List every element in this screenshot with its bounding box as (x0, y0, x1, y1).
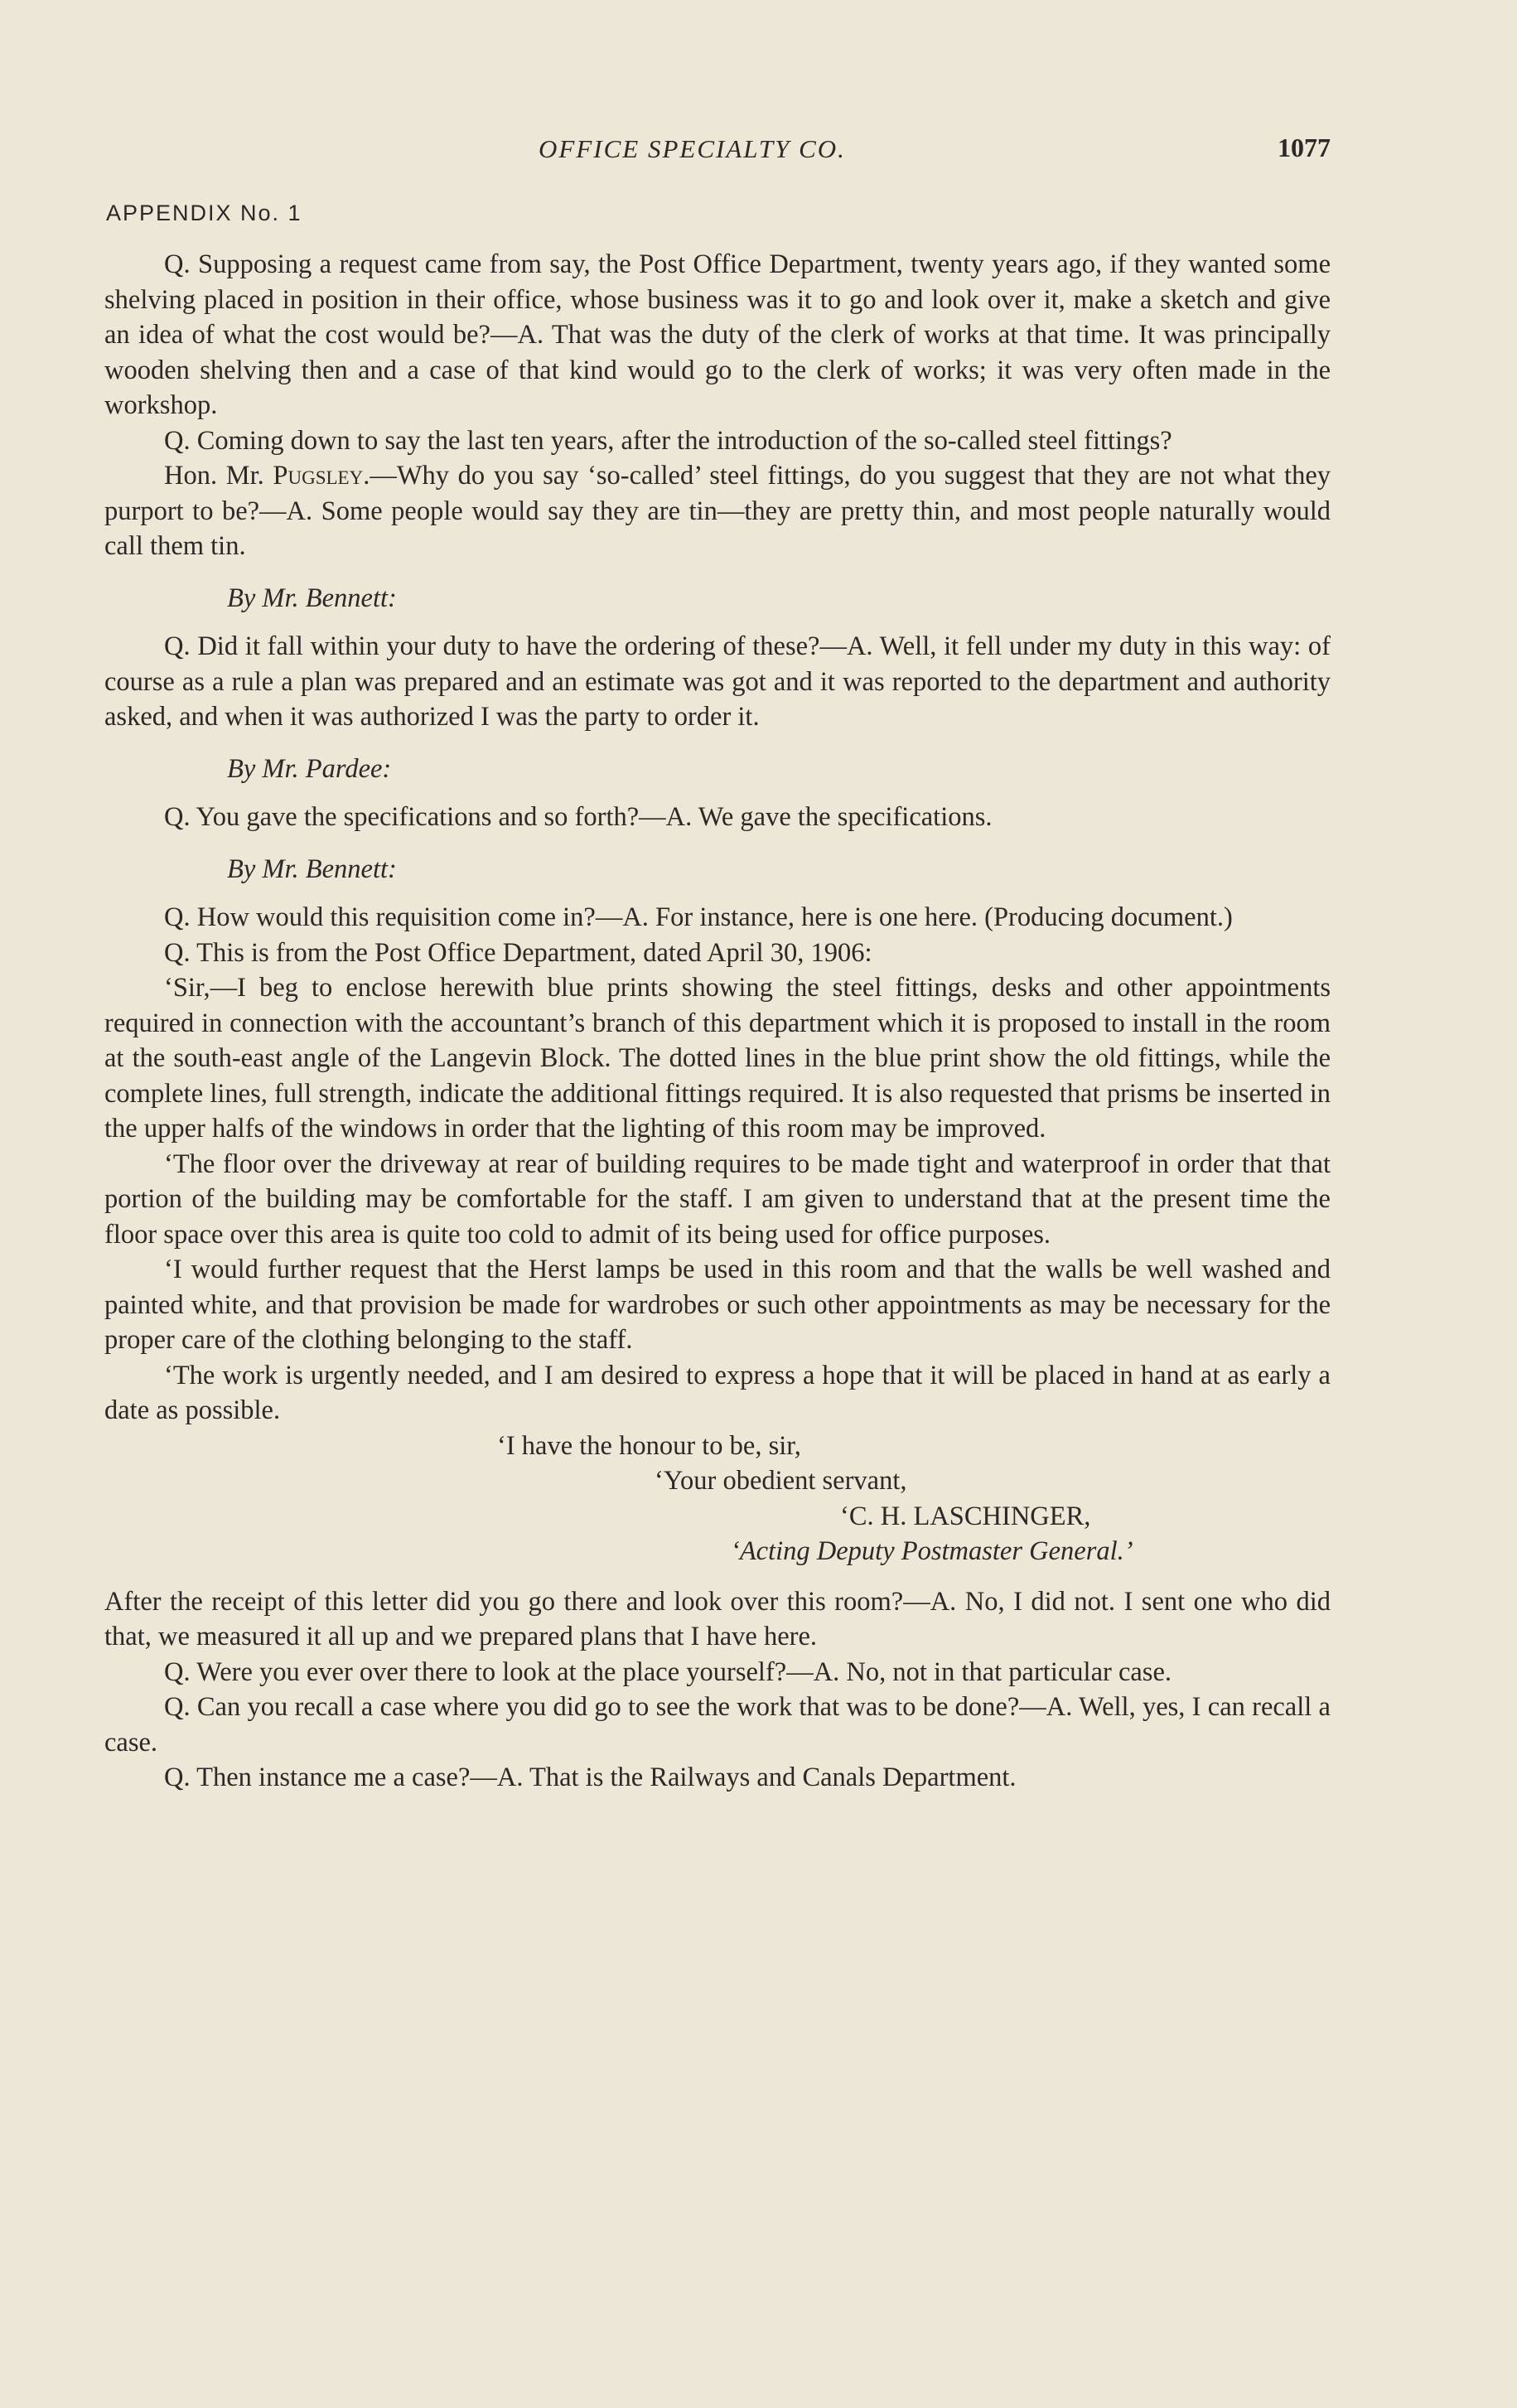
paragraph: Q. Coming down to say the last ten years, after the introduction of the so-called steel fittings? (164, 425, 1172, 456)
signoff-servant: ‘Your obedient servant, (655, 1466, 907, 1496)
page-header (104, 134, 1331, 171)
speaker-prefix: Hon. Mr. (164, 461, 273, 491)
letter-paragraph: ‘Sir,—I beg to enclose herewith blue prints showing the steel fittings, desks and other appointments required in connection with the accountant’s branch of this department which it is proposed to install in the room at the south-east angle of the Langevin Block. The dotted lines in the blue print show the old fittings, while the complete lines, full strength, indicate the additional fittings required. It is also requested that prisms be inserted in the upper halfs of the windows in order that the lighting of this room may be improved. (104, 973, 1331, 1144)
page-number: 1077 (1278, 133, 1331, 162)
speaker-name: Pugsley (273, 461, 364, 491)
document-body (104, 247, 1331, 1796)
paragraph: Q. How would this requisition come in?—A. For instance, here is one here. (Producing document.) (164, 902, 1233, 932)
letter-paragraph: ‘I would further request that the Herst lamps be used in this room and that the walls be well washed and painted white, and that provision be made for wardrobes or such other appointments as may be necessary for the proper care of the clothing belonging to the staff. (104, 1255, 1331, 1355)
examiner-heading: By Mr. Bennett: (227, 853, 397, 884)
appendix-label: APPENDIX No. 1 (106, 201, 302, 225)
signoff-name: ‘C. H. LASCHINGER, (840, 1501, 1091, 1531)
paragraph: Q. Were you ever over there to look at the place yourself?—A. No, not in that particular case. (164, 1656, 1172, 1687)
paragraph: Q. Can you recall a case where you did go to see the work that was to be done?—A. Well, yes, I can recall a case. (104, 1692, 1331, 1758)
running-title: OFFICE SPECIALTY CO. (539, 134, 846, 163)
signoff-title: ‘Acting Deputy Postmaster General.’ (731, 1536, 1133, 1566)
paragraph: Q. Did it fall within your duty to have the ordering of these?—A. Well, it fell under my duty in this way: of course as a rule a plan was prepared and an estimate was got and it was reported to the department and authority asked, and when it was authorized I was the party to order it. (104, 631, 1331, 732)
letter-paragraph: ‘The floor over the driveway at rear of building requires to be made tight and waterproof in order that that portion of the building may be comfortable for the staff. I am given to understand that at the present time the floor space over this area is quite too cold to admit of its being used for office purposes. (104, 1148, 1331, 1250)
paragraph-text: .—Why do you say ‘so-called’ steel fittings, do you suggest that they are not what they purport to be?—A. Some people would say they are tin—they are pretty thin, and most people naturally would call them tin. (104, 461, 1331, 561)
paragraph: Q. Then instance me a case?—A. That is the Railways and Canals Department. (164, 1762, 1017, 1792)
examiner-heading: By Mr. Pardee: (227, 753, 392, 784)
signoff-closing: ‘I have the honour to be, sir, (497, 1430, 801, 1461)
paragraph: Q. You gave the specifications and so forth?—A. We gave the specifications. (164, 802, 993, 832)
letter-signoff (104, 1429, 1331, 1569)
paragraph (104, 458, 1331, 564)
paragraph: After the receipt of this letter did you go there and look over this room?—A. No, I did not. I sent one who did that, we measured it all up and we prepared plans that I have here. (104, 1586, 1331, 1651)
examiner-heading: By Mr. Bennett: (227, 583, 397, 613)
paragraph: Q. This is from the Post Office Department, dated April 30, 1906: (164, 937, 872, 968)
paragraph: Q. Supposing a request came from say, the Post Office Department, twenty years ago, if they wanted some shelving placed in position in their office, whose business was it to go and look over it, make a sketch and give an idea of what the cost would be?—A. That was the duty of the clerk of works at that time. It was principally wooden shelving then and a case of that kind would go to the clerk of works; it was very often made in the workshop. (104, 249, 1331, 420)
letter-paragraph: ‘The work is urgently needed, and I am desired to express a hope that it will be placed in hand at as early a date as possible. (104, 1360, 1331, 1425)
